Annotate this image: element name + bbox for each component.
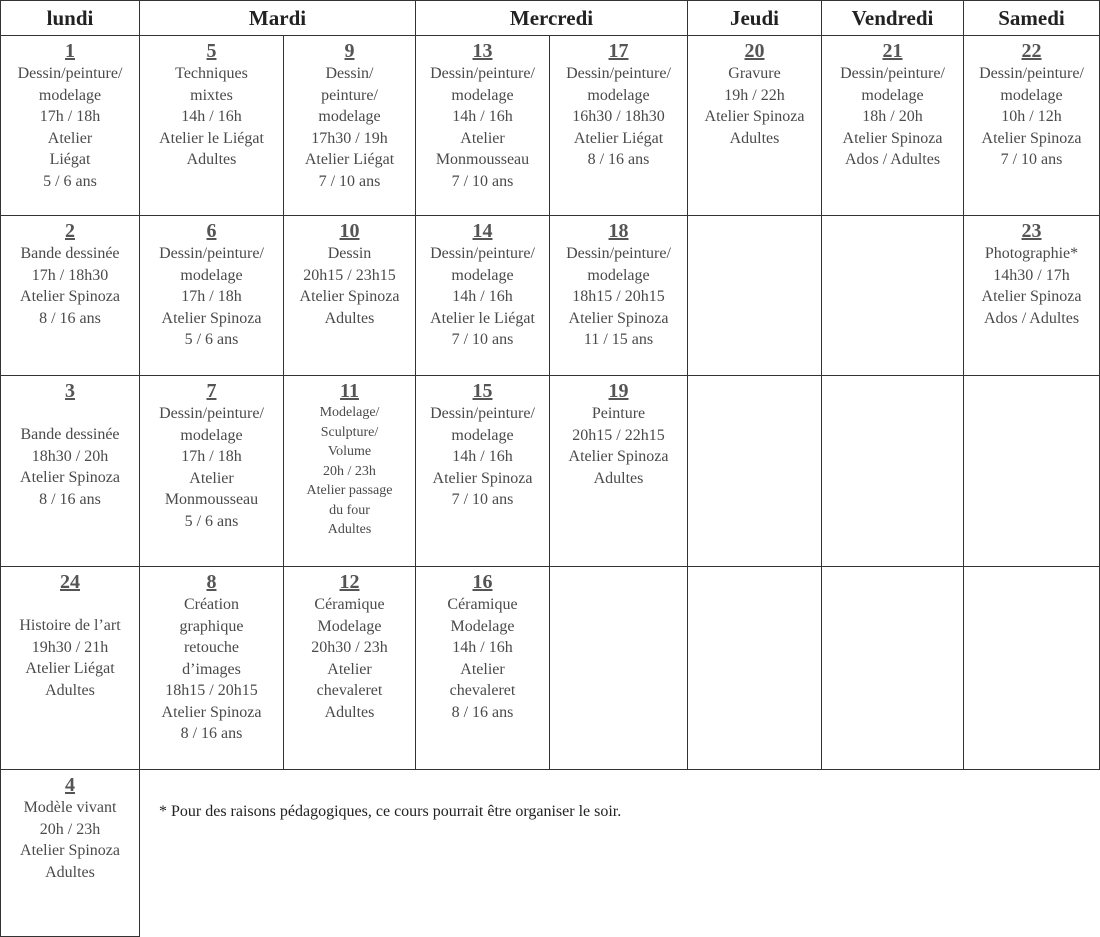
course-line: 14h / 16h — [181, 108, 242, 125]
course-line: Atelier Spinoza — [20, 288, 120, 305]
course-line: Atelier — [460, 129, 505, 147]
empty-cell — [821, 215, 964, 376]
course-line: 8 / 16 ans — [39, 309, 101, 327]
day-number: 22 — [1021, 40, 1042, 62]
day-number: 11 — [340, 380, 359, 402]
course-line: Atelier Spinoza — [299, 288, 400, 305]
course-cell — [0, 375, 140, 567]
course-line: modelage — [318, 108, 381, 125]
day-number: 17 — [608, 40, 629, 62]
empty-cell — [687, 566, 822, 770]
course-cell — [687, 35, 822, 216]
course-line: Adultes — [45, 863, 95, 881]
course-cell — [415, 35, 550, 216]
course-line: Atelier le Liégat — [430, 309, 535, 327]
course-line: 14h / 16h — [452, 448, 513, 465]
course-cell — [415, 375, 550, 567]
course-cell — [283, 375, 416, 567]
course-line: Atelier passage — [306, 483, 393, 498]
course-line: 17h / 18h — [181, 288, 242, 305]
course-line: Ados / Adultes — [983, 309, 1080, 327]
course-line: peinture/ — [321, 86, 378, 104]
course-line: Gravure — [728, 65, 781, 82]
course-line: graphique — [179, 617, 244, 635]
course-line: Bande dessinée — [20, 245, 120, 262]
day-number: 8 — [206, 571, 217, 593]
course-line: Atelier Spinoza — [981, 129, 1082, 147]
course-line: Adultes — [45, 681, 95, 699]
course-line: modelage — [587, 86, 650, 104]
course-line: Adultes — [327, 522, 372, 537]
day-number: 13 — [472, 40, 493, 62]
course-cell — [415, 566, 550, 770]
course-line: modelage — [180, 426, 243, 444]
course-line: 17h / 18h — [181, 448, 242, 465]
course-line: Dessin/peinture/ — [159, 405, 264, 422]
course-line: 5 / 6 ans — [184, 331, 239, 348]
day-number: 4 — [65, 774, 75, 796]
course-line: chevaleret — [449, 682, 516, 699]
day-number: 18 — [608, 220, 629, 242]
day-number: 6 — [206, 220, 217, 242]
day-number: 2 — [65, 220, 75, 242]
course-line: Atelier Spinoza — [161, 309, 262, 327]
spacer — [1, 403, 139, 424]
course-line: modelage — [861, 86, 924, 104]
course-line: 7 / 10 ans — [318, 172, 381, 190]
course-cell — [549, 375, 688, 567]
course-line: 19h30 / 21h — [31, 638, 109, 656]
course-line: 7 / 10 ans — [451, 172, 514, 190]
day-number: 24 — [60, 571, 80, 593]
course-cell — [549, 35, 688, 216]
course-cell — [0, 35, 140, 216]
header-jeudi: Jeudi — [687, 0, 822, 36]
day-number: 5 — [206, 40, 217, 62]
empty-cell — [549, 566, 688, 770]
course-line: Céramique — [447, 596, 518, 613]
course-cell — [0, 215, 140, 376]
course-line: 18h30 / 20h — [31, 447, 109, 465]
course-line: 17h / 18h30 — [31, 266, 109, 284]
course-line: du four — [329, 502, 370, 518]
course-line: Modelage — [450, 617, 515, 635]
course-line: 20h / 23h — [323, 463, 376, 479]
course-line: Photographie* — [984, 245, 1079, 262]
course-line: Dessin/peinture/ — [159, 245, 264, 262]
header-samedi: Samedi — [963, 0, 1100, 36]
course-line: 7 / 10 ans — [451, 331, 514, 348]
day-number: 12 — [339, 571, 360, 593]
empty-cell — [687, 375, 822, 567]
course-line: Atelier Spinoza — [432, 469, 533, 487]
course-line: modelage — [1000, 86, 1063, 104]
course-cell — [0, 769, 140, 937]
empty-cell — [963, 375, 1100, 567]
course-line: Dessin/peinture/ — [979, 65, 1084, 82]
course-line: 8 / 16 ans — [587, 151, 650, 168]
day-number: 23 — [1021, 220, 1042, 242]
header-mercredi: Mercredi — [415, 0, 688, 36]
day-number: 14 — [472, 220, 493, 242]
course-line: 14h30 / 17h — [993, 266, 1070, 284]
course-line: 7 / 10 ans — [451, 491, 514, 508]
course-cell — [139, 375, 284, 567]
course-line: Sculpture/ — [320, 424, 379, 440]
course-line: 8 / 16 ans — [39, 490, 101, 508]
course-line: 8 / 16 ans — [180, 725, 243, 742]
course-line: Adultes — [186, 151, 237, 168]
course-line: 10h / 12h — [1001, 108, 1062, 125]
course-line: Dessin/peinture/ — [840, 65, 945, 82]
empty-cell — [687, 215, 822, 376]
course-line: 5 / 6 ans — [43, 172, 97, 190]
course-line: 5 / 6 ans — [184, 512, 239, 530]
course-line: chevaleret — [316, 682, 383, 699]
course-line: 20h / 23h — [39, 820, 101, 838]
course-line: modelage — [180, 266, 243, 284]
course-line: modelage — [451, 266, 514, 284]
course-line: Dessin — [327, 245, 372, 262]
footnote: * Pour des raisons pédagogiques, ce cours pourrait être organiser le soir. — [159, 803, 622, 820]
day-number: 21 — [882, 40, 903, 62]
course-line: 8 / 16 ans — [451, 703, 514, 721]
course-line: Atelier Spinoza — [568, 309, 669, 327]
course-line: Adultes — [729, 129, 780, 147]
course-cell — [549, 215, 688, 376]
course-line: Atelier Spinoza — [20, 469, 120, 486]
header-vendredi: Vendredi — [821, 0, 964, 36]
course-line: 19h / 22h — [724, 86, 785, 104]
day-number: 1 — [65, 40, 75, 62]
course-cell — [139, 215, 284, 376]
course-line: Bande dessinée — [20, 426, 120, 443]
day-number: 16 — [472, 571, 493, 593]
course-line: 14h / 16h — [452, 108, 513, 125]
course-line: Dessin/peinture/ — [430, 65, 535, 82]
empty-cell — [821, 566, 964, 770]
course-line: Atelier le Liégat — [159, 129, 264, 147]
course-line: Atelier Spinoza — [568, 448, 669, 465]
course-line: 7 / 10 ans — [1000, 151, 1063, 168]
course-line: d’images — [182, 660, 241, 678]
course-line: Atelier — [327, 660, 372, 678]
course-line: 16h30 / 18h30 — [572, 108, 665, 125]
course-line: Atelier — [189, 469, 234, 487]
course-line: Atelier — [47, 129, 93, 147]
course-line: Atelier Spinoza — [704, 108, 805, 125]
course-line: 14h / 16h — [452, 639, 513, 656]
course-cell — [415, 215, 550, 376]
course-cell — [963, 35, 1100, 216]
course-cell — [283, 215, 416, 376]
course-line: 20h15 / 23h15 — [303, 266, 396, 284]
course-line: 18h / 20h — [862, 108, 923, 125]
course-line: Modèle vivant — [23, 799, 117, 816]
course-line: Atelier — [460, 660, 505, 678]
course-line: Monmousseau — [164, 491, 259, 508]
course-cell — [821, 35, 964, 216]
empty-cell — [821, 375, 964, 567]
course-line: Techniques — [175, 65, 248, 82]
course-cell — [283, 566, 416, 770]
course-line: Céramique — [314, 596, 385, 613]
course-line: Adultes — [324, 309, 375, 327]
course-line: Ados / Adultes — [844, 151, 941, 168]
course-line: Dessin/peinture/ — [566, 65, 671, 82]
course-line: Dessin/peinture/ — [17, 65, 123, 82]
course-line: 11 / 15 ans — [583, 331, 654, 348]
course-line: Monmousseau — [435, 151, 530, 168]
course-cell — [139, 35, 284, 216]
course-line: Création — [183, 596, 240, 613]
course-line: retouche — [183, 639, 240, 656]
course-line: 18h15 / 20h15 — [165, 682, 258, 699]
empty-cell — [963, 566, 1100, 770]
course-line: 18h15 / 20h15 — [572, 288, 665, 305]
course-line: Atelier Spinoza — [842, 129, 943, 147]
course-cell — [139, 566, 284, 770]
course-cell — [0, 566, 140, 770]
course-line: Atelier Spinoza — [161, 703, 262, 721]
day-number: 9 — [344, 40, 355, 62]
course-line: Dessin/peinture/ — [566, 245, 671, 262]
course-line: modelage — [38, 86, 102, 104]
course-line: 17h / 18h — [39, 108, 101, 125]
course-line: Histoire de l’art — [19, 617, 121, 634]
course-cell — [283, 35, 416, 216]
course-line: Adultes — [324, 703, 375, 721]
day-number: 10 — [339, 220, 360, 242]
course-line: Volume — [327, 444, 372, 459]
course-line: 20h30 / 23h — [311, 639, 388, 656]
course-line: modelage — [587, 266, 650, 284]
course-line: 17h30 / 19h — [311, 129, 388, 147]
course-line: Atelier Liégat — [573, 129, 664, 147]
course-line: Atelier Spinoza — [20, 842, 120, 859]
course-line: Atelier Spinoza — [981, 288, 1082, 305]
course-line: Modelage — [317, 617, 382, 635]
course-line: Dessin/ — [325, 65, 374, 82]
course-line: Liégat — [49, 151, 91, 168]
day-number: 15 — [472, 380, 493, 402]
day-number: 7 — [206, 380, 217, 402]
course-line: mixtes — [190, 86, 233, 104]
course-line: 14h / 16h — [452, 288, 513, 305]
course-line: Dessin/peinture/ — [430, 405, 535, 422]
course-line: Atelier Liégat — [25, 660, 115, 677]
day-number: 3 — [65, 380, 75, 402]
header-lundi: lundi — [0, 0, 140, 36]
course-line: Adultes — [593, 469, 644, 487]
course-cell — [963, 215, 1100, 376]
course-line: Modelage/ — [319, 405, 380, 420]
day-number: 19 — [608, 380, 629, 402]
spacer — [1, 594, 139, 615]
day-number: 20 — [744, 40, 765, 62]
course-line: 20h15 / 22h15 — [572, 426, 665, 444]
header-mardi: Mardi — [139, 0, 416, 36]
course-line: modelage — [451, 426, 514, 444]
course-line: modelage — [451, 86, 514, 104]
course-line: Peinture — [591, 405, 646, 422]
course-line: Atelier Liégat — [304, 151, 395, 168]
course-line: Dessin/peinture/ — [430, 245, 535, 262]
